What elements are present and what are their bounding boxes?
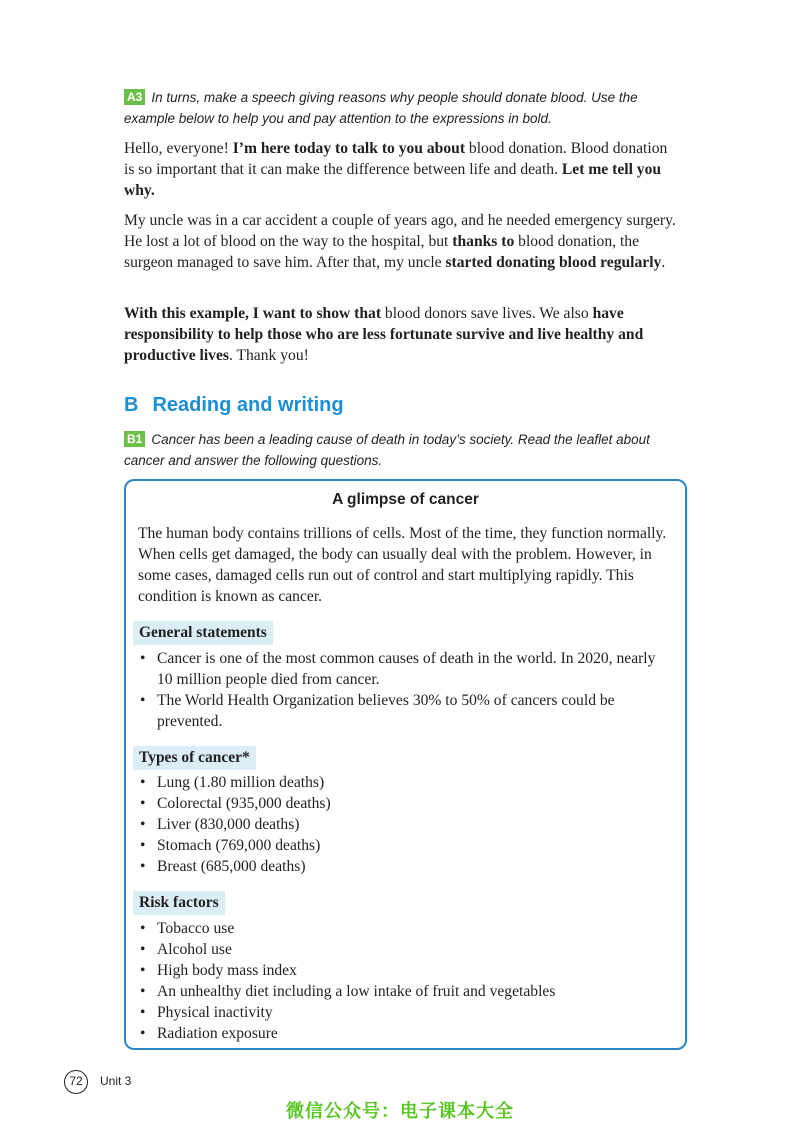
speech-bold-expression: I’m here today to talk to you about [232,140,466,157]
list-item: • The World Health Organization believes 30% to 50% of cancers could be prevented. [138,690,668,732]
speech-text: My uncle was in a car accident a couple of years ago, and he needed emergency surgery. He lost a lot of blood on the way to the hospital, but [124,212,676,250]
list-item: • Breast (685,000 deaths) [138,856,668,877]
list-item: • Alcohol use [138,939,668,960]
a3-instruction-text: In turns, make a speech giving reasons why people should donate blood. Use the example below to help you and pay attention to the expressions in bold. [124,90,638,126]
speech-text: blood donation, the surgeon managed to save him. After that, my uncle [124,233,640,271]
b1-instruction [124,429,684,471]
list-item: • Cancer is one of the most common causes of death in the world. In 2020, nearly 10 million people died from cancer. [138,648,668,690]
subheading-general-statements: General statements [133,621,273,645]
unit-label: Unit 3 [100,1074,132,1088]
section-letter: B [124,394,139,416]
speech-paragraph-2 [124,210,680,273]
speech-paragraph-3 [124,303,680,366]
cancer-types-list [138,772,668,877]
list-item: • Lung (1.80 million deaths) [138,772,668,793]
speech-text: . Thank you! [228,347,309,364]
list-item: • High body mass index [138,960,668,981]
subheading-types-of-cancer: Types of cancer* [133,746,256,770]
activity-tag-a3: A3 [124,89,145,105]
speech-bold-expression: thanks to [452,233,515,250]
list-item: • Physical inactivity [138,1002,668,1023]
speech-bold-expression: With this example, I want to show that [124,305,382,322]
list-item: • Liver (830,000 deaths) [138,814,668,835]
subheading-risk-factors: Risk factors [133,891,225,915]
speech-text: . [661,254,666,271]
section-heading [124,394,344,417]
list-item: • Colorectal (935,000 deaths) [138,793,668,814]
page-number: 72 [64,1070,88,1094]
activity-tag-b1: B1 [124,431,145,447]
list-item: • An unhealthy diet including a low intake of fruit and vegetables [138,981,668,1002]
speech-bold-expression: have responsibility to help those who are less fortunate survive and live healthy and productive lives [124,305,644,364]
leaflet-intro: The human body contains trillions of cells. Most of the time, they function normally. When cells get damaged, the body can usually deal with the problem. However, in some cases, damaged cells run out of control and start multiplying rapidly. This condition is known as cancer. [138,525,667,605]
list-item: • Radiation exposure [138,1023,668,1044]
speech-bold-expression: Let me tell you why. [124,161,662,199]
section-title: Reading and writing [152,394,344,416]
list-item: • Tobacco use [138,918,668,939]
leaflet-title: A glimpse of cancer [332,491,479,508]
list-item: • Stomach (769,000 deaths) [138,835,668,856]
general-statements-list [138,648,668,732]
speech-text: blood donors save lives. We also [381,305,593,322]
watermark: 微信公众号：电子课本大全 [286,1101,514,1122]
speech-text: Hello, everyone! [124,140,233,157]
speech-bold-expression: started donating blood regularly [445,254,662,271]
b1-instruction-text: Cancer has been a leading cause of death in today’s society. Read the leaflet about cancer and answer the following questions. [124,432,650,468]
speech-paragraph-1 [124,138,680,201]
risk-factors-list [138,918,668,1044]
a3-instruction [124,87,684,129]
speech-text: blood donation. Blood donation is so important that it can make the difference between life and death. [124,140,668,178]
